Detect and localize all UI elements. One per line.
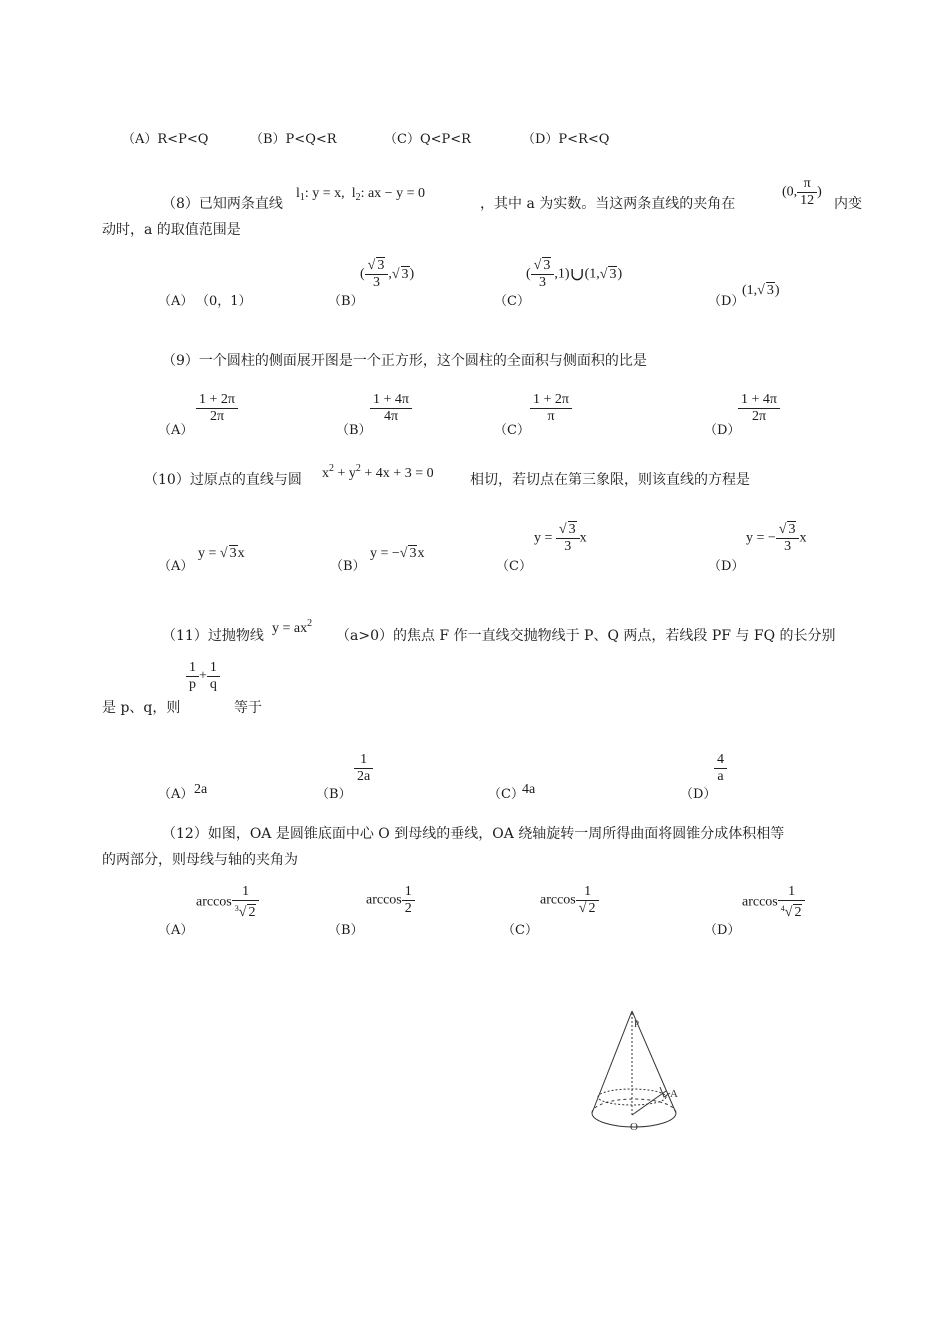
q9-option-c: $\frac{1 + 2\pi}{\pi}$	[530, 392, 572, 425]
q8-tail: 内变	[834, 196, 862, 212]
q9-option-d-label: （D）	[704, 423, 741, 438]
q11-option-c: 4a	[522, 782, 536, 797]
q7-option-a: （A）R<P<Q	[122, 132, 209, 147]
q10-post: 相切，若切点在第三象限，则该直线的方程是	[470, 472, 750, 488]
q11-pre: （11）过抛物线	[162, 628, 264, 644]
q8-option-c-expr: ( $\frac{√ 3}{3}$ ,1)∪(1,√ 3)	[526, 258, 623, 290]
q10-option-d: y = − $\frac{√ 3}{3}$ x	[746, 522, 807, 554]
cone-figure	[580, 1005, 700, 1140]
q11-option-c-label: （C）	[488, 787, 524, 802]
cone-base-back	[592, 1099, 676, 1113]
q12-option-d: arccos $\frac{1}{^4√ 2}$	[742, 884, 805, 921]
q10-option-b-label: （B）	[330, 559, 366, 574]
q10-circle-eq: $x^2 + y^2 + 4x + 3 = 0$	[322, 463, 434, 481]
q11-option-a: 2a	[194, 782, 208, 797]
q10-option-c: y = $\frac{√ 3}{3}$ x	[534, 522, 587, 554]
q10-option-c-label: （C）	[496, 559, 532, 574]
q9-option-a: $\frac{1 + 2\pi}{2\pi}$	[196, 392, 238, 425]
segment-oa	[632, 1091, 666, 1115]
q11-option-a-label: （A）	[158, 787, 194, 802]
q7-option-c: （C）Q<P<R	[384, 132, 471, 147]
q11-line2-pre: 是 p、q，则	[102, 700, 181, 716]
q11-option-b: $\frac{1}{2a}$	[354, 752, 373, 785]
q8-line1-eq: $l_1$: y = x, $l_2$: ax − y = 0	[296, 186, 425, 203]
q12-line2: 的两部分，则母线与轴的夹角为	[102, 852, 298, 868]
q10-option-a-label: （A）	[158, 559, 194, 574]
q7-option-d: （D）P<R<Q	[522, 132, 610, 147]
q8-option-b-label: （B）	[328, 294, 364, 309]
q9-option-c-label: （C）	[494, 423, 530, 438]
q10-pre: （10）过原点的直线与圆	[144, 472, 302, 488]
q9-option-b: $\frac{1 + 4\pi}{4\pi}$	[370, 392, 412, 425]
q11-post: （a>0）的焦点 F 作一直线交抛物线于 P、Q 两点，若线段 PF 与 FQ 的长分别	[336, 628, 836, 644]
label-p: P	[634, 1019, 640, 1029]
q12-option-a: arccos $\frac{1}{^3√ 2}$	[196, 884, 259, 921]
q11-option-b-label: （B）	[316, 787, 352, 802]
q8-option-b-expr: ( $\frac{√ 3}{3}$ ,√ 3)	[360, 258, 415, 290]
q10-option-b: y = −√ 3x	[370, 546, 425, 561]
q11-option-d-label: （D）	[680, 787, 717, 802]
q11-option-d: $\frac{4}{a}$	[714, 752, 727, 785]
q10-option-a: y = √ 3x	[198, 546, 245, 561]
q8-option-a: （0，1）	[196, 294, 252, 309]
q11-parabola-eq: $y = ax^2$	[272, 618, 313, 636]
label-a: A	[670, 1088, 678, 1100]
q8-option-d-label: （D）	[708, 294, 745, 309]
q11-line2-post: 等于	[234, 700, 262, 716]
q8-number: （8）已知两条直线	[162, 196, 283, 212]
q8-option-c-label: （C）	[494, 294, 530, 309]
q9-option-a-label: （A）	[158, 423, 194, 438]
q8-mid-text: ，其中 a 为实数。当这两条直线的夹角在	[480, 196, 736, 212]
q8-interval: (0, $\frac{\pi}{12}$ )	[782, 176, 822, 208]
q10-option-d-label: （D）	[708, 559, 745, 574]
q8-option-d-expr: (1,√ 3)	[742, 283, 780, 298]
q8-line2: 动时，a 的取值范围是	[102, 222, 241, 238]
q12-option-d-label: （D）	[704, 923, 741, 938]
q8-option-a-label: （A）	[158, 294, 194, 309]
q12-line1: （12）如图，OA 是圆锥底面中心 O 到母线的垂线，OA 绕轴旋转一周所得曲面将圆锥分成体积相等	[162, 826, 785, 842]
q9-option-b-label: （B）	[336, 423, 372, 438]
q7-option-b: （B）P<Q<R	[250, 132, 337, 147]
q12-option-b-label: （B）	[328, 923, 364, 938]
cone-left-generatrix	[592, 1011, 632, 1113]
q9-text: （9）一个圆柱的侧面展开图是一个正方形，这个圆柱的全面积与侧面积的比是	[162, 353, 647, 369]
q12-option-a-label: （A）	[158, 923, 194, 938]
q11-sum-expr: $\frac{1}{p}$ + $\frac{1}{q}$	[186, 660, 220, 693]
q12-option-c: arccos $\frac{1}{√ 2}$	[540, 884, 599, 917]
q9-option-d: $\frac{1 + 4\pi}{2\pi}$	[738, 392, 780, 425]
q12-option-c-label: （C）	[502, 923, 538, 938]
q12-option-b: arccos $\frac{1}{2}$	[366, 884, 415, 917]
label-o: O	[630, 1121, 638, 1133]
